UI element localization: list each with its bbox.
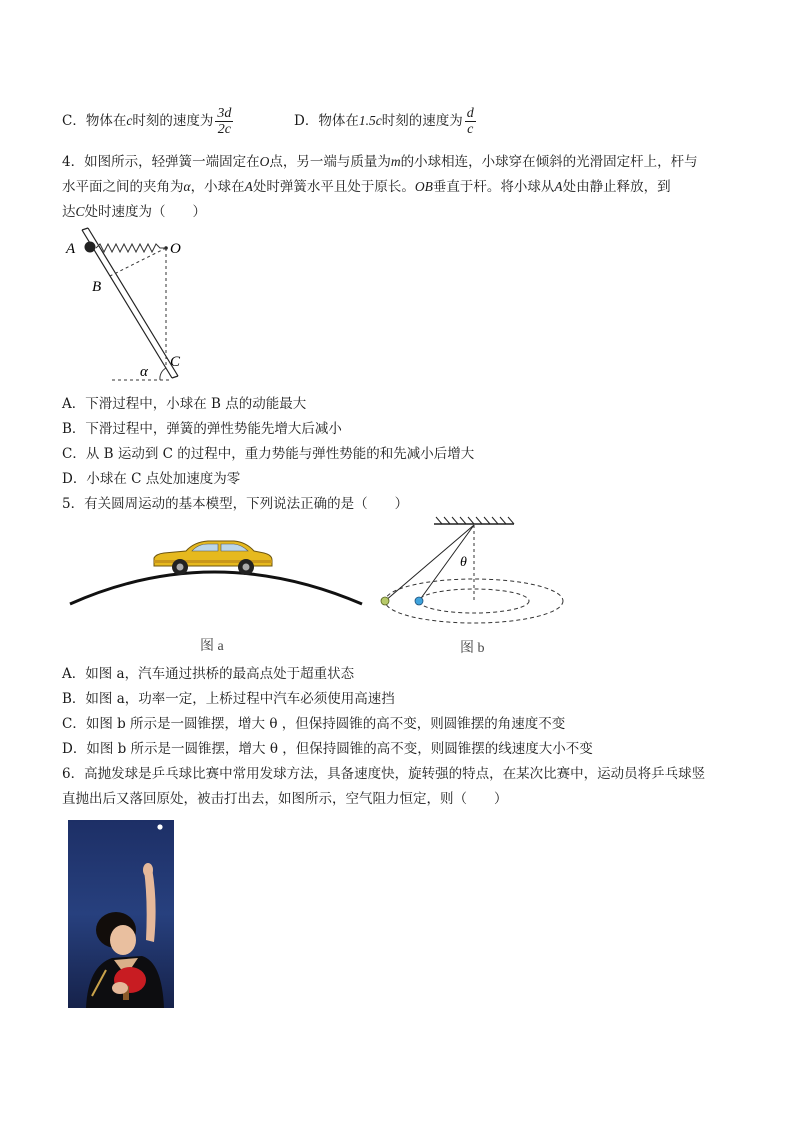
q5-option-b: B．如图 a，功率一定，上桥过程中汽车必须使用高速挡: [62, 691, 395, 707]
q3-option-c-fraction: $\frac{3d}{2c}$: [217, 106, 232, 137]
q5-stem: 5．有关圆周运动的基本模型，下列说法正确的是（ ）: [62, 496, 409, 512]
q5-figure-b-conical-pendulum: [378, 516, 574, 660]
q5-fig-b-label: 图 b: [460, 641, 485, 656]
q5-option-d: D．如图 b 所示是一圆锥摆，增大 θ ，但保持圆锥的高不变，则圆锥摆的线速度大小不变: [62, 741, 593, 757]
q3-option-c: C．物体在c时刻的速度为 $\frac{3d}{2c}$: [62, 106, 232, 137]
q6-stem-line-1: 6．高抛发球是乒乓球比赛中常用发球方法，具备速度快，旋转强的特点，在某次比赛中，运动员将乒乓球竖: [62, 766, 706, 782]
q4-option-b: B．下滑过程中，弹簧的弹性势能先增大后减小: [62, 421, 342, 437]
q4-label-a: A: [66, 241, 76, 257]
q4-stem-line-2: 水平面之间的夹角为α，小球在A处时弹簧水平且处于原长。OB垂直于杆。将小球从A处由静止释放，到: [62, 179, 671, 195]
q4-label-b: B: [92, 279, 102, 295]
q4-label-alpha: α: [140, 364, 148, 380]
q5-figure-a-arch-bridge: [68, 520, 368, 660]
q4-option-c: C．从 B 运动到 C 的过程中，重力势能与弹性势能的和先减小后增大: [62, 446, 475, 462]
q5-option-c: C．如图 b 所示是一圆锥摆，增大 θ ，但保持圆锥的高不变，则圆锥摆的角速度不变: [62, 716, 566, 732]
q4-stem-line-3: 达C处时速度为（ ）: [62, 204, 207, 220]
q4-option-d: D．小球在 C 点处加速度为零: [62, 471, 241, 487]
q3-option-d: D．物体在1.5c时刻的速度为 $\frac{d}{c}$: [294, 106, 474, 137]
q4-label-c: C: [170, 354, 181, 370]
q5-fig-a-label: 图 a: [200, 639, 224, 654]
q4-stem-line-1: 4．如图所示，轻弹簧一端固定在O点，另一端与质量为m的小球相连，小球穿在倾斜的光滑固定杆上，杆与: [62, 154, 698, 170]
car-icon: [154, 541, 272, 575]
q6-stem-line-2: 直抛出后又落回原处，被击打出去，如图所示，空气阻力恒定，则（ ）: [62, 791, 508, 807]
q4-label-o: O: [170, 241, 181, 257]
q3-option-d-fraction: $\frac{d}{c}$: [466, 106, 474, 137]
q5-option-a: A．如图 a，汽车通过拱桥的最高点处于超重状态: [62, 666, 355, 682]
q4-option-a: A．下滑过程中，小球在 B 点的动能最大: [62, 396, 307, 412]
q4-figure-spring-rod: [60, 226, 200, 386]
q5-fig-b-theta: θ: [460, 555, 467, 570]
q6-photo-table-tennis-serve: [68, 820, 174, 1008]
